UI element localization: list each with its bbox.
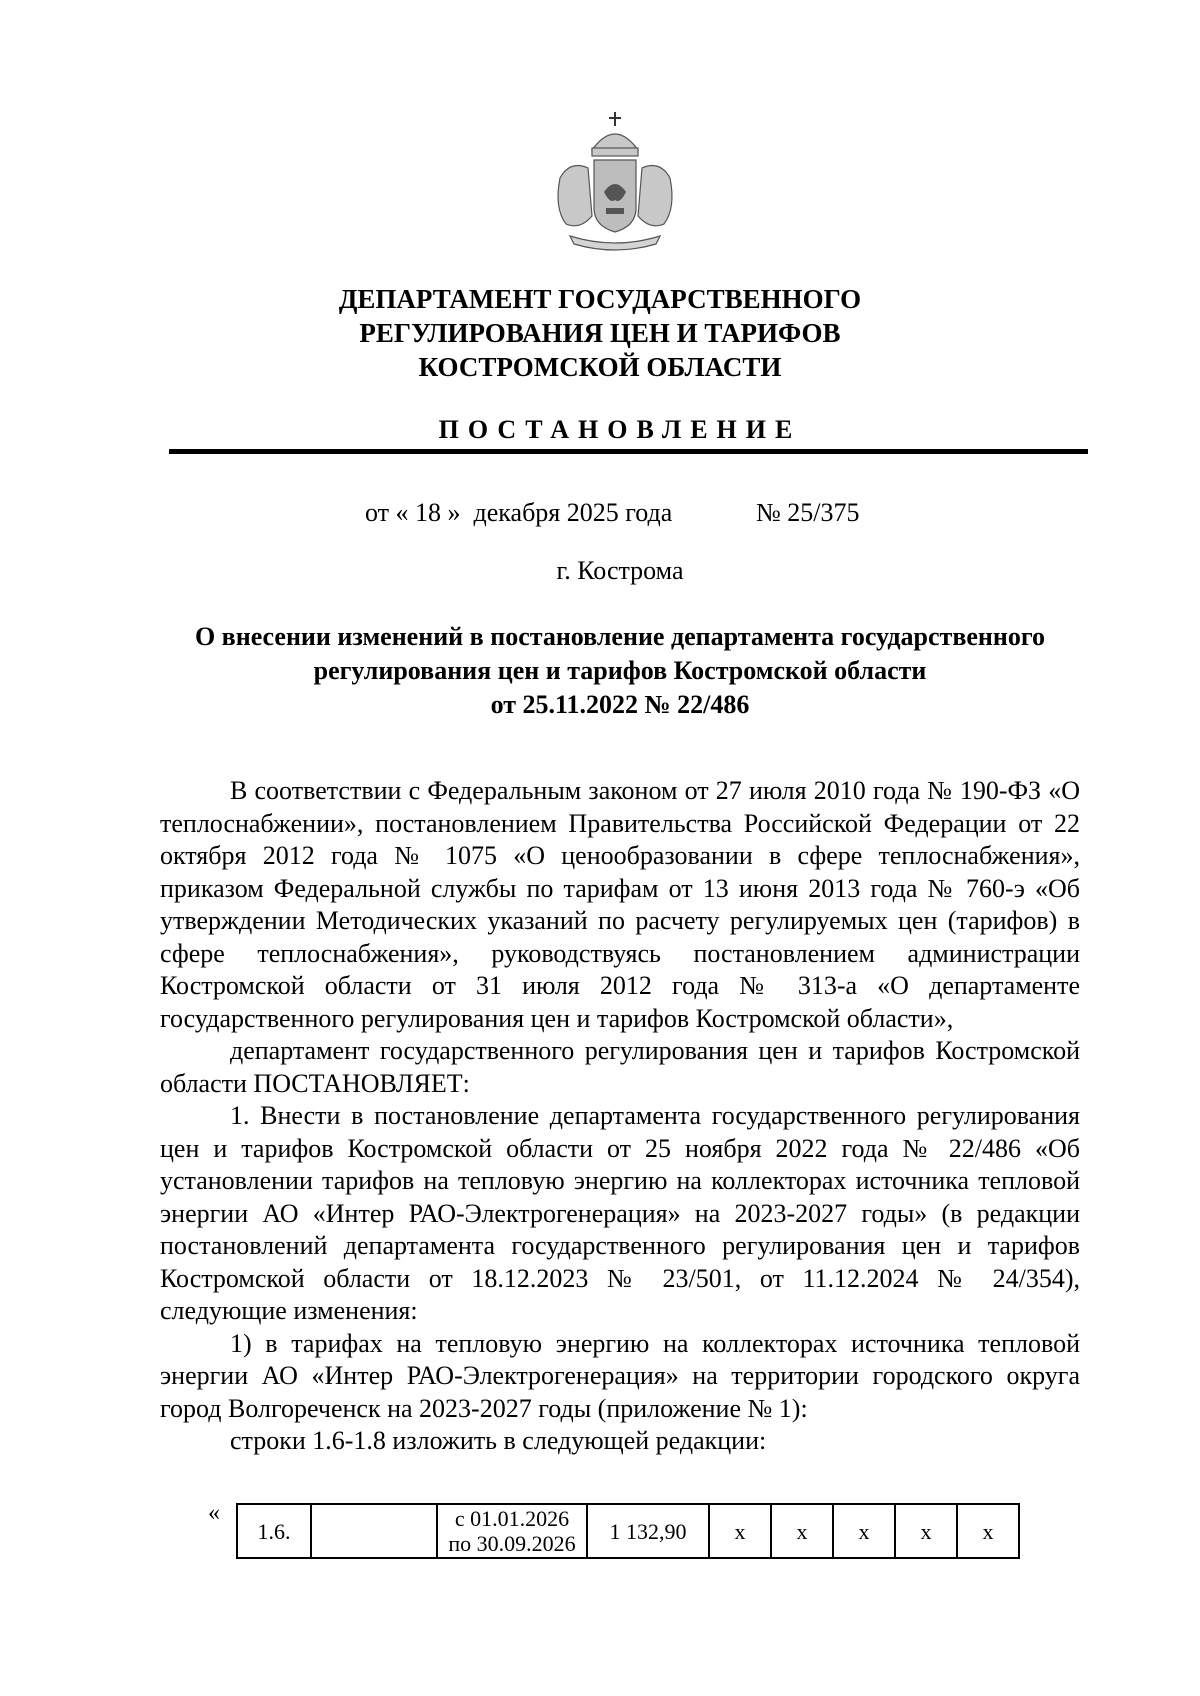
subject-line: регулирования цен и тарифов Костромской области (313, 656, 927, 685)
subject-line: О внесении изменений в постановление департамента государственного (194, 622, 1046, 651)
cell-x: x (709, 1504, 771, 1558)
coat-of-arms-icon (540, 108, 690, 258)
table-open-quote: « (208, 1500, 220, 1526)
department-line: КОСТРОМСКОЙ ОБЛАСТИ (418, 352, 782, 382)
cell-tariff-value: 1 132,90 (587, 1504, 709, 1558)
cell-blank (311, 1504, 437, 1558)
period-to: по 30.09.2026 (448, 1531, 576, 1556)
cell-x: x (833, 1504, 895, 1558)
document-subject (0, 620, 1200, 722)
cell-row-number: 1.6. (237, 1504, 311, 1558)
paragraph-item-1: 1. Внести в постановление департамента государственного регулирования цен и тарифов Костромской области от 25 ноября 2022 года № 22/486 «Об установлении тарифов на тепловую энергию на коллекторах источника тепловой энергии АО «Интер РАО-Электрогенерация» на 2023-2027 годы» (в редакции постановлений департамента государственного регулирования цен и тарифов Костромской области от 18.12.2023 № 23/501, от 11.12.2024 № 24/354), следующие изменения: (160, 1101, 1080, 1325)
document-date: от « 18 » декабря 2025 года (365, 498, 673, 527)
paragraph-subitem-1: 1) в тарифах на тепловую энергию на коллекторах источника тепловой энергии АО «Интер РАО-Электрогенерация» на территории городского округа город Волгореченск на 2023-2027 годы (приложение № 1): (160, 1328, 1080, 1423)
department-line: РЕГУЛИРОВАНИЯ ЦЕН И ТАРИФОВ (359, 318, 841, 348)
department-name (0, 282, 1200, 384)
department-line: ДЕПАРТАМЕНТ ГОСУДАРСТВЕННОГО (338, 284, 862, 314)
paragraph-basis: В соответствии с Федеральным законом от 27 июля 2010 года № 190-ФЗ «О теплоснабжении», постановлением Правительства Российской Федерации от 22 октября 2012 года № 1075 «О ценообразовании в сфере теплоснабжения», приказом Федеральной службы по тарифам от 13 июня 2013 года № 760-э «Об утверждении Методических указаний по расчету регулируемых цен (тарифов) в сфере теплоснабжения», руководствуясь постановлением администрации Костромской области от 31 июля 2012 года № 313-а «О департаменте государственного регулирования цен и тарифов Костромской области», (160, 776, 1080, 1033)
document-number: № 25/375 (756, 498, 860, 527)
document-city: г. Кострома (556, 556, 684, 585)
cell-x: x (771, 1504, 833, 1558)
paragraph-lines-note: строки 1.6-1.8 изложить в следующей редакции: (230, 1426, 767, 1455)
header-divider (169, 449, 1088, 454)
cell-x: x (895, 1504, 957, 1558)
document-type: ПОСТАНОВЛЕНИЕ (438, 415, 802, 444)
cell-period (437, 1504, 587, 1558)
document-body (160, 775, 1080, 1458)
paragraph-resolves: департамент государственного регулирования цен и тарифов Костромской области ПОСТАНОВЛЯЕТ: (160, 1036, 1080, 1098)
period-from: с 01.01.2026 (454, 1506, 570, 1531)
tariff-table (236, 1503, 1020, 1559)
subject-line: от 25.11.2022 № 22/486 (490, 690, 750, 719)
cell-x: x (957, 1504, 1019, 1558)
table-row (237, 1504, 1019, 1558)
